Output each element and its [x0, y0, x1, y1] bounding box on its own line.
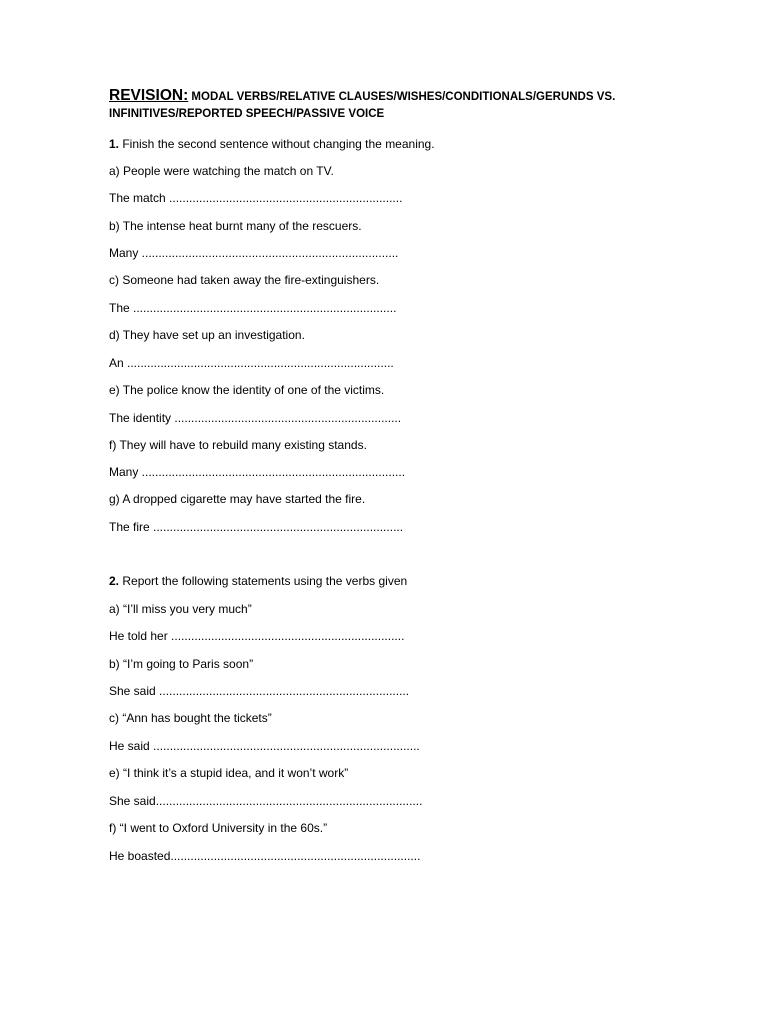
exercise-prompt: b) “I’m going to Paris soon”	[109, 657, 254, 671]
exercise-prompt: c) “Ann has bought the tickets”	[109, 711, 272, 725]
revision-label: REVISION:	[109, 87, 189, 104]
exercise-prompt: d) They have set up an investigation.	[109, 328, 305, 342]
exercise-prompt: f) “I went to Oxford University in the 60s.”	[109, 821, 328, 835]
answer-line: The ...............................................................................	[109, 301, 397, 315]
section-1-instruction-text: Finish the second sentence without changing the meaning.	[119, 137, 435, 151]
answer-line: She said................................................................................	[109, 794, 423, 808]
section-2-instruction	[109, 574, 407, 588]
answer-line: He said ................................................................................	[109, 739, 420, 753]
worksheet-header	[109, 87, 669, 120]
section-2-number: 2.	[109, 574, 120, 588]
exercise-prompt: f) They will have to rebuild many existing stands.	[109, 438, 367, 452]
answer-line: She said ...........................................................................	[109, 684, 410, 698]
exercise-prompt: a) People were watching the match on TV.	[109, 164, 334, 178]
answer-line: Many ...............................................................................	[109, 465, 406, 479]
answer-line: Many .............................................................................	[109, 246, 399, 260]
topics-line-1: MODAL VERBS/RELATIVE CLAUSES/WISHES/CONDITIONALS/GERUNDS VS.	[188, 91, 616, 103]
section-1-instruction	[109, 137, 435, 151]
exercise-prompt: g) A dropped cigarette may have started the fire.	[109, 492, 366, 506]
section-1-number: 1.	[109, 137, 120, 151]
answer-line: The match ......................................................................	[109, 191, 403, 205]
answer-line: He boasted...........................................................................	[109, 849, 421, 863]
topics-line-2: INFINITIVES/REPORTED SPEECH/PASSIVE VOICE	[109, 108, 385, 120]
answer-line: He told her ......................................................................	[109, 629, 405, 643]
exercise-prompt: c) Someone had taken away the fire-extinguishers.	[109, 273, 380, 287]
exercise-prompt: a) “I’ll miss you very much”	[109, 602, 252, 616]
exercise-prompt: e) The police know the identity of one of the victims.	[109, 383, 385, 397]
answer-line: The fire ...........................................................................	[109, 520, 404, 534]
answer-line: The identity ....................................................................	[109, 411, 402, 425]
exercise-prompt: b) The intense heat burnt many of the rescuers.	[109, 219, 362, 233]
exercise-prompt: e) “I think it’s a stupid idea, and it won’t work”	[109, 766, 349, 780]
section-2-instruction-text: Report the following statements using the verbs given	[119, 574, 408, 588]
answer-line: An ................................................................................	[109, 356, 394, 370]
